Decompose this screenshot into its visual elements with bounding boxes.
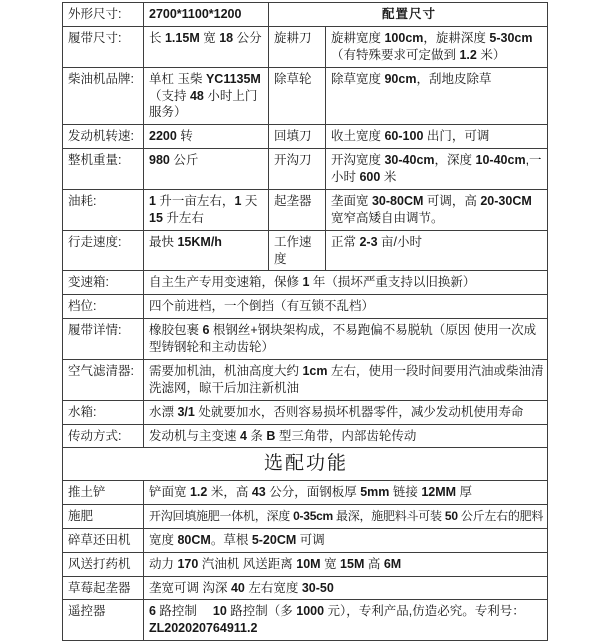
spec-label: 油耗: [63, 189, 144, 230]
table-row [63, 576, 548, 600]
spec-label: 履带详情: [63, 319, 144, 360]
spec-value: 水漂 3/1 处就要加水，否则容易损坏机器零件，减少发动机使用寿命 [144, 400, 548, 424]
spec-value: 2700*1100*1200 [144, 3, 269, 27]
spec-value: 宽度 80CM。草根 5-20CM 可调 [144, 528, 548, 552]
spec-label: 水箱: [63, 400, 144, 424]
optional-features-header: 选配功能 [63, 448, 548, 481]
spec-value: 6 路控制 10 路控制（多 1000 元），专利产品,仿造必究。专利号：ZL202020764911.2 [144, 600, 548, 641]
table-row [63, 359, 548, 400]
spec-label: 空气滤清器: [63, 359, 144, 400]
spec-value: 最快 15KM/h [144, 230, 269, 271]
table-row [63, 319, 548, 360]
spec-label: 传动方式: [63, 424, 144, 448]
table-row [63, 528, 548, 552]
spec-label: 起垄器 [269, 189, 326, 230]
spec-value: 发动机与主变速 4 条 B 型三角带，内部齿轮传动 [144, 424, 548, 448]
spec-value: 自主生产专用变速箱，保修 1 年（损坏严重支持以旧换新） [144, 271, 548, 295]
spec-sheet [62, 2, 547, 641]
spec-label: 开沟刀 [269, 149, 326, 190]
table-row [63, 26, 548, 67]
spec-label: 发动机转速: [63, 125, 144, 149]
spec-value: 垄面宽 30-80CM 可调，高 20-30CM 宽窄高矮自由调节。 [326, 189, 548, 230]
spec-label: 除草轮 [269, 67, 326, 125]
table-row [63, 271, 548, 295]
table-row [63, 295, 548, 319]
spec-label: 柴油机品牌: [63, 67, 144, 125]
spec-value: 垄宽可调 沟深 40 左右宽度 30-50 [144, 576, 548, 600]
spec-label: 工作速度 [269, 230, 326, 271]
config-size-header: 配置尺寸 [269, 3, 548, 27]
spec-value: 四个前进档，一个倒挡（有互锁不乱档） [144, 295, 548, 319]
spec-value: 1 升一亩左右，1 天 15 升左右 [144, 189, 269, 230]
spec-label: 碎草还田机 [63, 528, 144, 552]
spec-label: 推土铲 [63, 481, 144, 505]
table-row [63, 67, 548, 125]
spec-value: 单杠 玉柴 YC1135M （支持 48 小时上门服务） [144, 67, 269, 125]
spec-value: 铲面宽 1.2 米，高 43 公分，面钢板厚 5mm 链接 12MM 厚 [144, 481, 548, 505]
spec-label: 行走速度: [63, 230, 144, 271]
spec-value: 动力 170 汽油机 风送距离 10M 宽 15M 高 6M [144, 552, 548, 576]
table-row [63, 149, 548, 190]
table-row [63, 481, 548, 505]
spec-value: 开沟回填施肥一体机，深度 0-35cm 最深，施肥料斗可装 50 公斤左右的肥料 [144, 504, 548, 528]
spec-label: 草莓起垄器 [63, 576, 144, 600]
table-row [63, 504, 548, 528]
table-row [63, 424, 548, 448]
spec-value: 980 公斤 [144, 149, 269, 190]
spec-value: 橡胶包裹 6 根钢丝+钢块架构成，不易跑偏不易脱轨（原因 使用一次成型铸钢轮和主动齿轮） [144, 319, 548, 360]
spec-value: 需要加机油，机油高度大约 1cm 左右，使用一段时间要用汽油或柴油清洗滤网，晾干后加注新机油 [144, 359, 548, 400]
table-row [63, 400, 548, 424]
spec-label: 变速箱: [63, 271, 144, 295]
spec-value: 2200 转 [144, 125, 269, 149]
table-row [63, 448, 548, 481]
spec-label: 档位: [63, 295, 144, 319]
spec-label: 旋耕刀 [269, 26, 326, 67]
spec-label: 外形尺寸: [63, 3, 144, 27]
spec-value: 长 1.15M 宽 18 公分 [144, 26, 269, 67]
spec-label: 施肥 [63, 504, 144, 528]
spec-value: 除草宽度 90cm，刮地皮除草 [326, 67, 548, 125]
spec-value: 开沟宽度 30-40cm，深度 10-40cm,一小时 600 米 [326, 149, 548, 190]
table-row [63, 230, 548, 271]
spec-label: 回填刀 [269, 125, 326, 149]
spec-label: 履带尺寸: [63, 26, 144, 67]
table-row [63, 600, 548, 641]
table-row [63, 552, 548, 576]
spec-value: 正常 2-3 亩/小时 [326, 230, 548, 271]
spec-table [62, 2, 548, 641]
table-row [63, 125, 548, 149]
table-row [63, 3, 548, 27]
spec-label: 风送打药机 [63, 552, 144, 576]
spec-label: 整机重量: [63, 149, 144, 190]
spec-label: 遥控器 [63, 600, 144, 641]
spec-value: 收土宽度 60-100 出门，可调 [326, 125, 548, 149]
spec-value: 旋耕宽度 100cm，旋耕深度 5-30cm（有特殊要求可定做到 1.2 米） [326, 26, 548, 67]
table-row [63, 189, 548, 230]
